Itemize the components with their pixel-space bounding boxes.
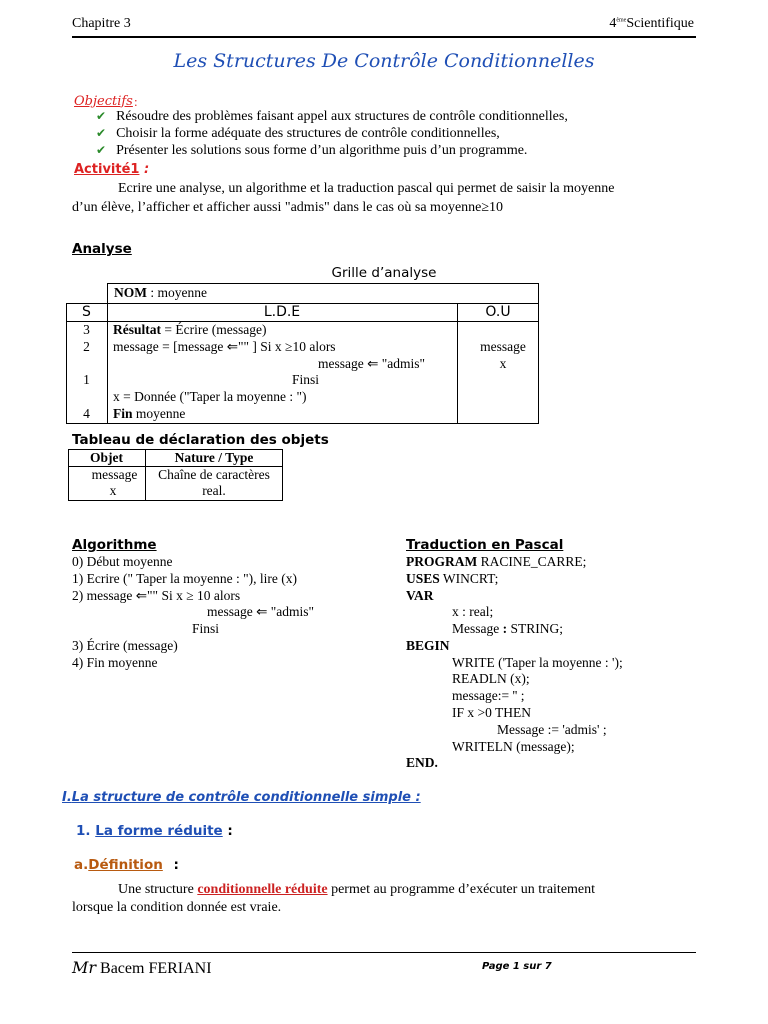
subsection-heading xyxy=(76,823,233,839)
objective-text: Présenter les solutions sous forme d’un algorithme puis d’un programme. xyxy=(116,143,528,158)
level-superscript: ème xyxy=(616,17,627,24)
objective-item xyxy=(96,126,500,142)
objectifs-label: Objectifs xyxy=(74,94,133,109)
pascal-line: x : real; xyxy=(452,604,494,619)
pascal-line xyxy=(406,755,438,771)
ou-value: message xyxy=(480,339,526,354)
pascal-keyword: : xyxy=(502,621,508,636)
subsection-colon: : xyxy=(227,823,233,839)
grille-title: Grille d’analyse xyxy=(331,265,437,281)
col-header-s: S xyxy=(82,304,91,320)
check-icon: ✔ xyxy=(96,109,107,123)
definition-text: permet au programme d’exécuter un traitement xyxy=(331,882,596,897)
step-number: 4 xyxy=(83,406,90,421)
objective-item xyxy=(96,109,568,125)
section-number: I. xyxy=(62,790,72,805)
author-title: Mr xyxy=(72,958,97,977)
pascal-line xyxy=(406,588,434,604)
lde-line: x = Donnée ("Taper la moyenne : ") xyxy=(113,389,307,404)
tdo-col-objet: Objet xyxy=(90,450,123,465)
tdo-objet: message xyxy=(91,467,138,482)
objective-item xyxy=(96,143,527,159)
pascal-line: Message := 'admis' ; xyxy=(497,722,607,737)
lde-line xyxy=(113,406,185,422)
page-title: Les Structures De Contrôle Conditionnelles xyxy=(173,50,595,72)
lde-line: Finsi xyxy=(292,372,320,387)
subsection-title: La forme réduite xyxy=(95,823,223,839)
activite-label-text: Activité1 xyxy=(74,162,140,177)
pascal-line: WRITELN (message); xyxy=(452,739,575,754)
lde-keyword: Résultat xyxy=(113,322,161,337)
ou-value: x xyxy=(499,356,507,371)
objective-text: Choisir la forme adéquate des structures de contrôle conditionnelles, xyxy=(116,126,500,141)
step-number: 1 xyxy=(83,372,90,387)
col-header-lde: L.D.E xyxy=(263,304,301,320)
step-number: 3 xyxy=(83,322,90,337)
page-number: Page 1 sur 7 xyxy=(482,961,552,972)
definition-heading xyxy=(74,857,179,873)
section-title: La structure de contrôle conditionnelle simple : xyxy=(71,790,421,805)
level-text: Scientifique xyxy=(626,16,694,31)
tdo-col-nature: Nature / Type xyxy=(174,450,254,465)
objectifs-colon: : xyxy=(134,94,138,109)
pascal-line xyxy=(452,621,563,637)
pascal-text: WINCRT; xyxy=(442,571,499,586)
algo-line: Finsi xyxy=(192,621,220,636)
tdo-objet: x xyxy=(109,483,117,498)
pascal-text: RACINE_CARRE; xyxy=(480,554,587,569)
definition-colon: : xyxy=(173,857,179,873)
objective-text: Résoudre des problèmes faisant appel aux structures de contrôle conditionnelles, xyxy=(116,109,568,124)
nom-label: NOM xyxy=(114,285,147,300)
activite-text-line2: d’un élève, l’afficher et afficher aussi "admis" dans le cas où sa moyenne≥10 xyxy=(72,200,504,215)
pascal-line: READLN (x); xyxy=(452,671,530,686)
algo-line: 3) Écrire (message) xyxy=(72,638,178,653)
nom-value: : moyenne xyxy=(150,285,207,300)
algo-line: 0) Début moyenne xyxy=(72,554,173,569)
author-name xyxy=(72,958,212,978)
pascal-text: STRING; xyxy=(510,621,564,636)
activite-text-line1: Ecrire une analyse, un algorithme et la traduction pascal qui permet de saisir la moyenne xyxy=(118,181,615,196)
definition-text: Une structure xyxy=(118,882,194,897)
pascal-keyword: USES xyxy=(406,571,440,586)
tdo-nature: Chaîne de caractères xyxy=(158,467,270,482)
step-number: 2 xyxy=(83,339,90,354)
pascal-line: WRITE ('Taper la moyenne : '); xyxy=(452,655,623,670)
activite-colon: : xyxy=(143,162,150,177)
analyse-heading: Analyse xyxy=(72,241,132,257)
footer-rule xyxy=(72,952,696,953)
col-header-ou: O.U xyxy=(485,304,511,320)
definition-line2: lorsque la condition donnée est vraie. xyxy=(72,900,282,915)
check-icon: ✔ xyxy=(96,143,107,157)
lde-line: message = [message ⇐"" ] Si x ≥10 alors xyxy=(113,339,336,354)
author-fullname: Bacem FERIANI xyxy=(100,960,212,977)
pascal-line xyxy=(406,554,586,570)
pascal-keyword: BEGIN xyxy=(406,638,450,653)
pascal-keyword: END. xyxy=(406,755,438,770)
pascal-keyword: PROGRAM xyxy=(406,554,478,569)
lde-text: moyenne xyxy=(135,406,186,421)
level-number: 4 xyxy=(609,16,617,31)
header-rule xyxy=(72,36,696,38)
definition-title: Définition xyxy=(88,857,163,873)
chapter-label: Chapitre 3 xyxy=(72,16,131,31)
pascal-text: Message xyxy=(452,621,500,636)
pascal-line: IF x >0 THEN xyxy=(452,705,531,720)
pascal-line xyxy=(406,571,498,587)
tdo-heading: Tableau de déclaration des objets xyxy=(72,432,329,448)
check-icon: ✔ xyxy=(96,126,107,140)
nom-cell xyxy=(114,285,207,301)
lde-line xyxy=(113,322,266,338)
pascal-heading: Traduction en Pascal xyxy=(406,537,564,553)
section-heading xyxy=(62,790,421,805)
pascal-line xyxy=(406,638,450,654)
algo-line: 1) Ecrire (" Taper la moyenne : "), lire (x) xyxy=(72,571,297,586)
definition-keyword: conditionnelle réduite xyxy=(197,882,328,897)
activite-label xyxy=(74,162,149,177)
pascal-line: message:= '' ; xyxy=(452,688,525,703)
algo-line: message ⇐ "admis" xyxy=(207,604,315,619)
lde-text: = Écrire (message) xyxy=(164,322,267,337)
tdo-nature: real. xyxy=(202,483,226,498)
algo-line: 2) message ⇐"" Si x ≥ 10 alors xyxy=(72,588,241,603)
algorithme-heading: Algorithme xyxy=(72,537,157,553)
lde-keyword: Fin xyxy=(113,406,133,421)
pascal-keyword: VAR xyxy=(406,588,434,603)
definition-line1 xyxy=(118,882,595,898)
algo-line: 4) Fin moyenne xyxy=(72,655,158,670)
level-label xyxy=(609,16,694,32)
definition-number: a. xyxy=(74,857,89,873)
lde-line: message ⇐ "admis" xyxy=(318,356,426,371)
subsection-number: 1. xyxy=(76,823,91,839)
